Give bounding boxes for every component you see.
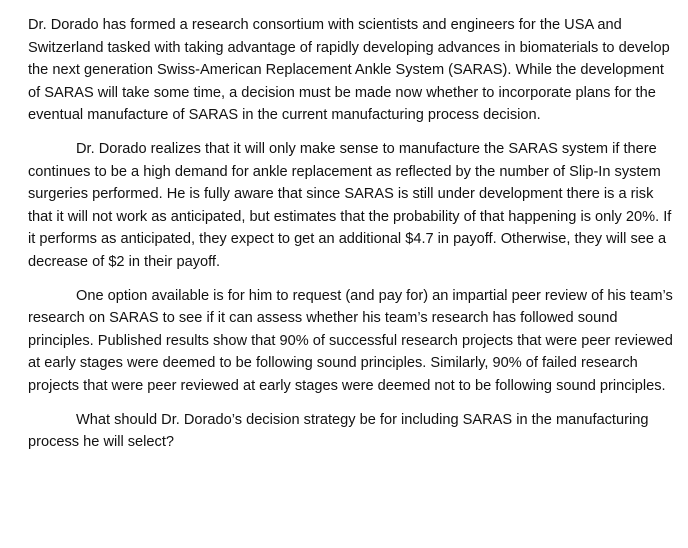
document-body	[28, 14, 678, 465]
paragraph-peer-review: One option available is for him to request (and pay for) an impartial peer review of his team’s research on SARAS to see if it can assess whether his team’s research has followed sound principles. Published results show that 90% of successful research projects that were peer reviewed at early stages were deemed to be following sound principles. Similarly, 90% of failed research projects that were peer reviewed at early stages were deemed not to be following sound principles.	[28, 287, 673, 394]
paragraph-consortium: Dr. Dorado has formed a research consortium with scientists and engineers for the USA and Switzerland tasked with taking advantage of rapidly developing advances in biomaterials to develop the next generation Swiss-American Replacement Ankle System (SARAS). While the development of SARAS will take some time, a decision must be made now whether to incorporate plans for the eventual manufacture of SARAS in the current manufacturing process decision.	[28, 17, 670, 124]
paragraph-question: What should Dr. Dorado’s decision strategy be for including SARAS in the manufacturing process he will select?	[28, 411, 649, 451]
paragraph-demand-risk: Dr. Dorado realizes that it will only make sense to manufacture the SARAS system if there continues to be a high demand for ankle replacement as reflected by the number of Slip-In system surgeries performed. He is fully aware that since SARAS is still under development there is a risk that it will not work as anticipated, but estimates that the probability of that happening is only 20%. If it performs as anticipated, they expect to get an additional $4.7 in payoff. Otherwise, they will see a decrease of $2 in their payoff.	[28, 140, 672, 270]
